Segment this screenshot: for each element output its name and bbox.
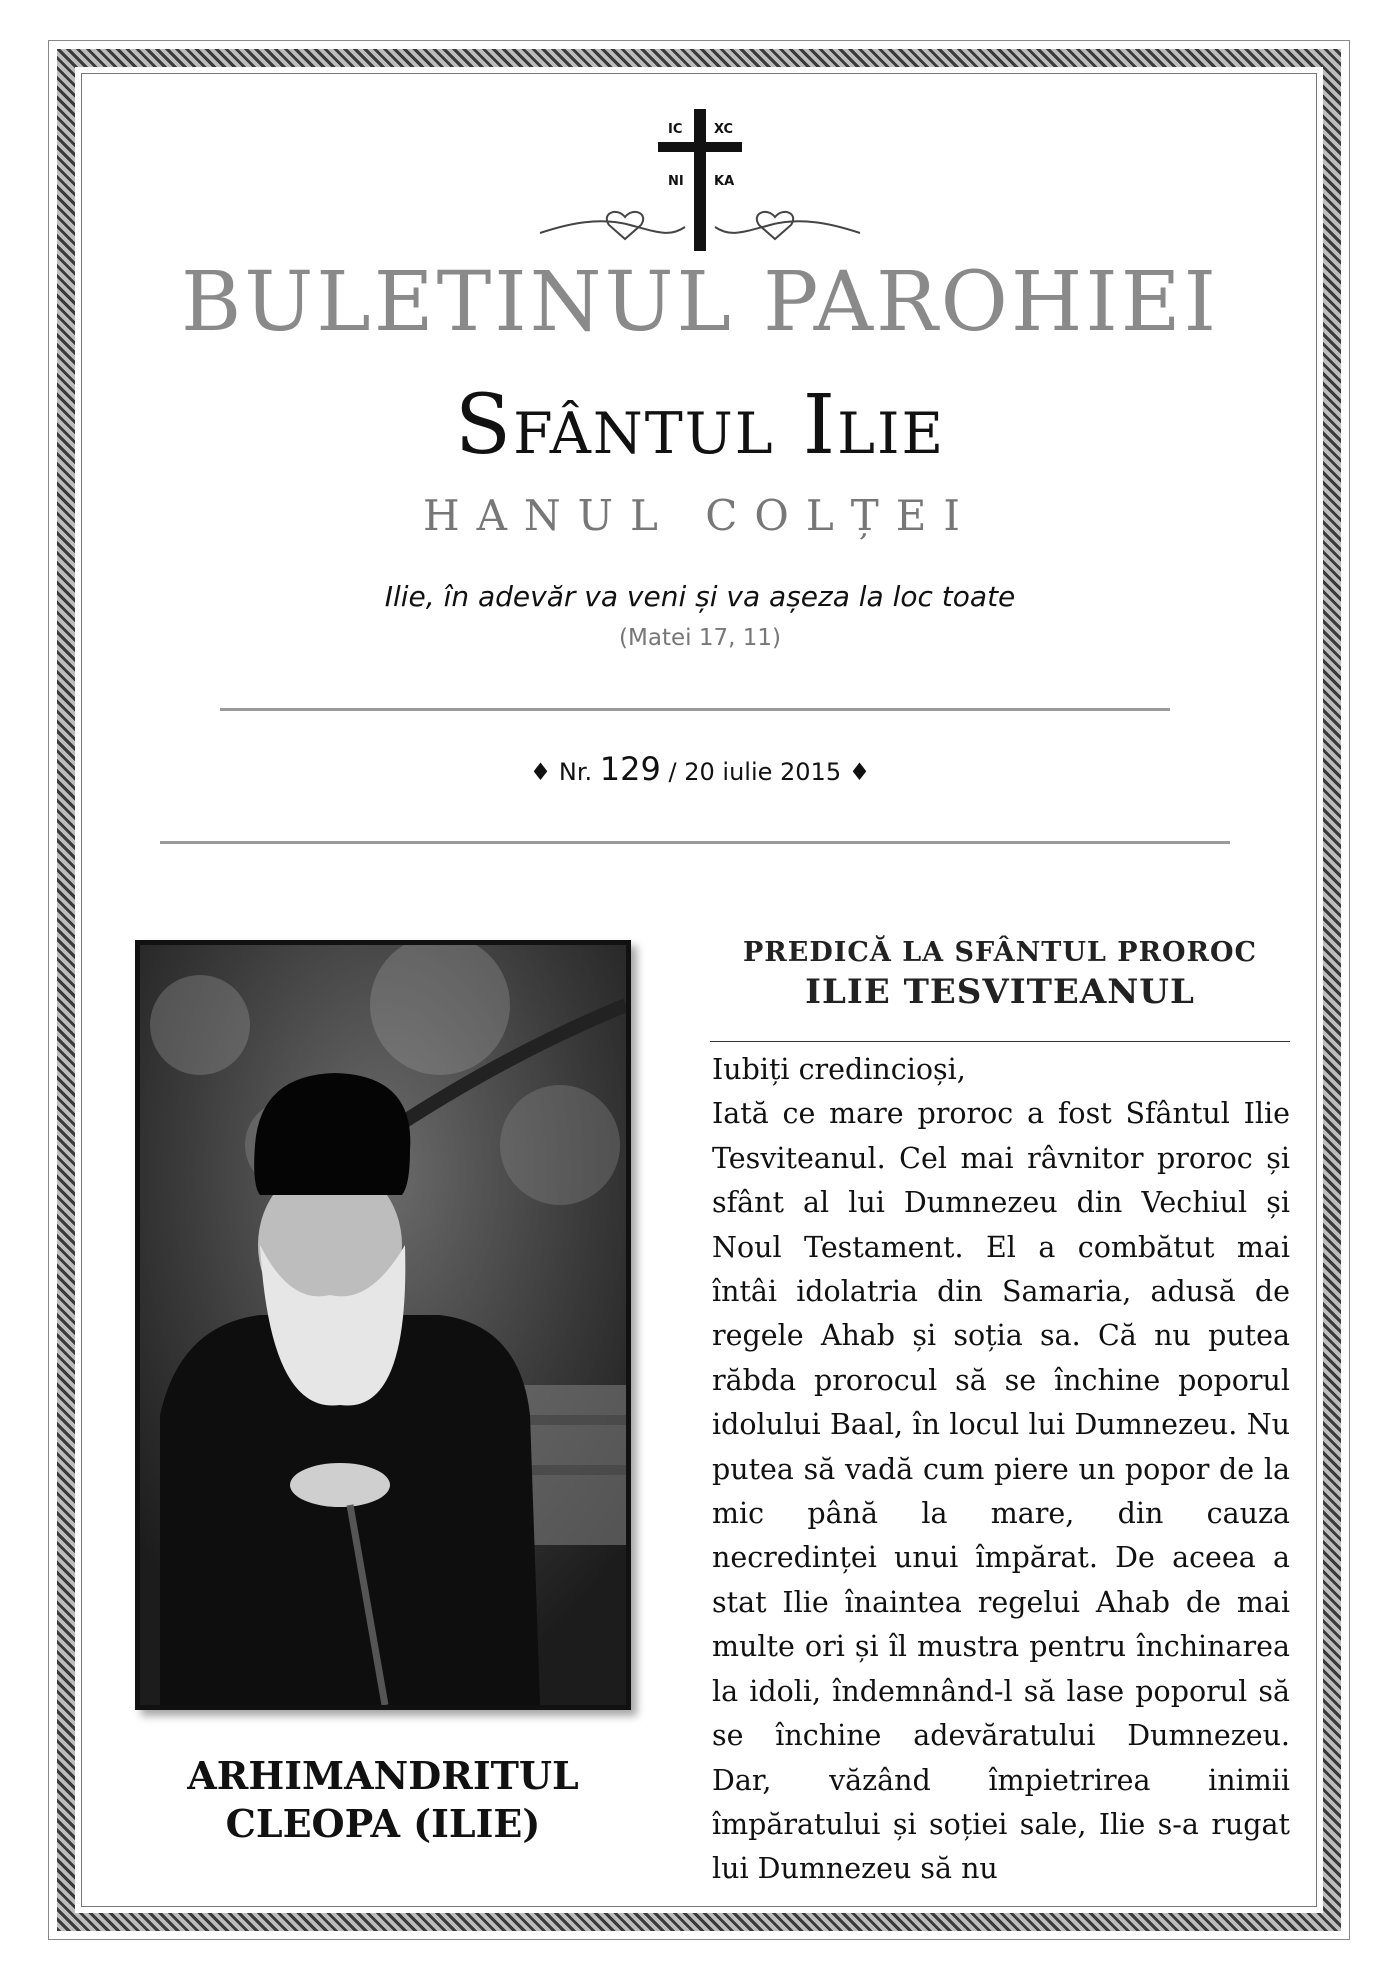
orthodox-cross-icon (530, 105, 870, 260)
article-body: Iată ce mare proroc a fost Sfântul Ilie Tesviteanul. Cel mai râvnitor proroc și sfânt al lui Dumnezeu din Vechiul și Noul Testament. El a combătut mai întâi idolatria din Samaria, adusă de regele Ahab și soția sa. Că nu putea răbda prorocul să se închine poporul idolului Baal, în locul lui Dumnezeu. Nu putea să vadă cum piere un popor de la mic până la mare, din cauza necredinței unui împărat. De aceea a stat Ilie înaintea regelui Ahab de mai multe ori și îl mustra pentru închinarea la idoli, îndemnând-l să lase poporul să se închine adevăratului Dumnezeu. Dar, văzând împietrirea inimii împăratului și soției sale, Ilie s-a rugat lui Dumnezeu să nu (712, 1097, 1290, 1886)
monogram-tl: IC (668, 122, 683, 137)
article-greeting: Iubiți credincioși, (712, 1053, 966, 1086)
article-title-line-2: ILIE TESVITEANUL (805, 972, 1195, 1013)
monogram-tr: XC (714, 122, 734, 137)
cross-ornament (530, 105, 870, 260)
caption-line-2: CLEOPA (ILIE) (225, 1800, 541, 1846)
monogram-br: KA (714, 174, 735, 189)
issue-line (0, 750, 1400, 788)
portrait-photo-image (140, 945, 626, 1705)
article-title-line-1: PREDICĂ LA SFÂNTUL PROROC (743, 937, 1257, 968)
motto-quote: Ilie, în adevăr va veni și va așeza la loc toate (384, 580, 1016, 613)
portrait-photo (135, 940, 631, 1710)
divider-bottom (160, 841, 1230, 844)
monogram-bl: NI (668, 174, 684, 189)
bulletin-title: BULETINUL PAROHIEI (180, 255, 1220, 350)
issue-date: / 20 iulie 2015 ♦ (668, 758, 871, 786)
issue-prefix: ♦ Nr. (529, 758, 593, 786)
article-text (712, 1048, 1290, 1892)
divider-top (220, 708, 1170, 711)
parish-name: Sfântul Ilie (454, 378, 946, 473)
article-divider (710, 1041, 1290, 1042)
parish-location: HANUL COLȚEI (422, 491, 978, 540)
caption-line-1: ARHIMANDRITUL (187, 1753, 579, 1798)
article-title (710, 935, 1290, 1014)
photo-caption (135, 1752, 631, 1847)
motto-reference: (Matei 17, 11) (619, 625, 781, 651)
issue-number: 129 (599, 750, 661, 788)
